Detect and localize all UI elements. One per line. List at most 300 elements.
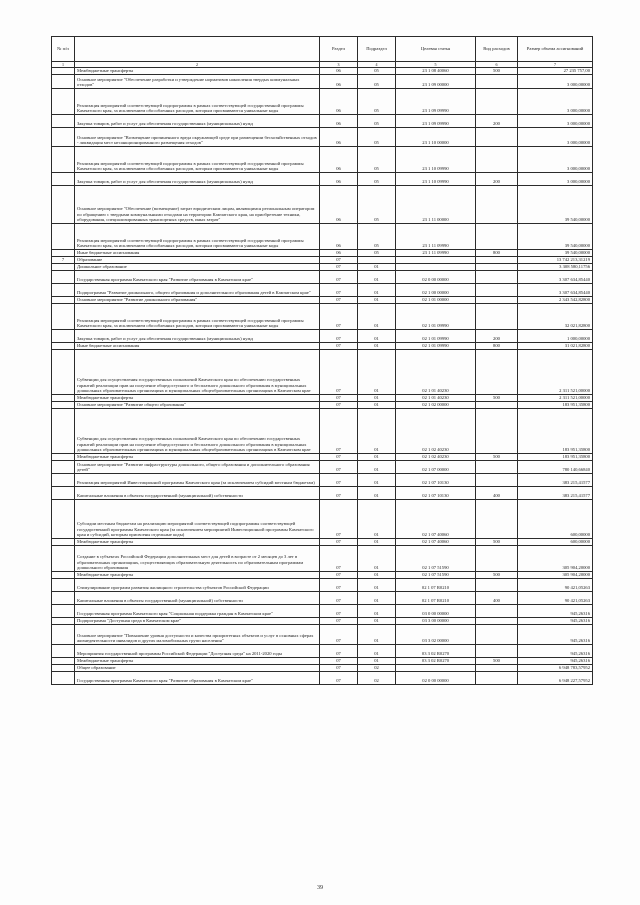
row-number (52, 271, 75, 284)
row-podrazdel: 01 (358, 297, 396, 304)
row-target-article: 03 3 02 R0270 (396, 645, 476, 658)
header-target-article: Целевая статья (396, 37, 476, 62)
row-podrazdel: 01 (358, 284, 396, 297)
row-name: Создание в субъектах Российской Федерации дополнительных мест для детей в возрасте от 2 месяцев до 3 лет в образовательных организациях, осуществляющих образовательную деятельность по образовательным программам дошкольного образования (75, 546, 320, 572)
row-podrazdel: 01 (358, 461, 396, 474)
table-row (52, 402, 593, 409)
row-amount: 600,00000 (518, 539, 593, 546)
row-podrazdel: 01 (358, 572, 396, 579)
row-name: Межбюджетные трансферты (75, 539, 320, 546)
row-target-article: 23 1 11 09990 (396, 250, 476, 257)
row-number (52, 487, 75, 500)
row-name: Основное мероприятие "Развитие дошкольного образования" (75, 297, 320, 304)
row-razdel: 06 (320, 75, 358, 89)
row-name: Государственная программа Камчатского края "Развитие образования в Камчатском крае" (75, 672, 320, 685)
row-razdel: 06 (320, 173, 358, 186)
row-target-article (396, 264, 476, 271)
row-amount: 183 951,35800 (518, 454, 593, 461)
row-name: Субвенции для осуществления государственных полномочий Камчатского края по обеспечению государственных гарантий реализации прав на получение общедоступного и бесплатного дошкольного образования в муниципальных дошкольных образовательных организациях и муниципальных общеобразовательных организациях в Камчатском крае (75, 350, 320, 395)
row-number (52, 546, 75, 572)
row-name: Основное мероприятие "Обеспечение (возмещение) затрат юридическим лицам, являющимся региональным оператором по обращению с твердыми коммунальными отходами на территории Камчатского края, на приобретение техники, оборудования, специализированных транспортных средств, иных затрат" (75, 186, 320, 224)
row-podrazdel: 01 (358, 546, 396, 572)
row-podrazdel: 01 (358, 474, 396, 487)
row-target-article: 02 1 01 00000 (396, 297, 476, 304)
row-expense-type (476, 474, 518, 487)
row-name: Основное мероприятие "Развитие инфраструктуры дошкольного, общего образования и дополнительного образования детей" (75, 461, 320, 474)
table-row (52, 304, 593, 330)
row-podrazdel: 05 (358, 250, 396, 257)
row-amount: 39 540,00000 (518, 186, 593, 224)
row-target-article: 03 3 02 R0270 (396, 658, 476, 665)
row-amount: 31 021,82800 (518, 343, 593, 350)
row-podrazdel: 01 (358, 409, 396, 454)
row-razdel: 07 (320, 672, 358, 685)
row-expense-type (476, 186, 518, 224)
table-header-row (52, 37, 593, 62)
table-row (52, 271, 593, 284)
table-row (52, 257, 593, 264)
table-row (52, 186, 593, 224)
row-razdel: 07 (320, 625, 358, 645)
row-razdel: 07 (320, 402, 358, 409)
table-row (52, 539, 593, 546)
table-row (52, 89, 593, 115)
row-expense-type (476, 500, 518, 539)
row-target-article: 23 1 08 40060 (396, 68, 476, 75)
row-expense-type (476, 605, 518, 618)
row-amount: 3 000,00000 (518, 147, 593, 173)
row-podrazdel: 01 (358, 402, 396, 409)
row-target-article: 23 1 09 00000 (396, 75, 476, 89)
row-podrazdel: 01 (358, 350, 396, 395)
row-razdel: 07 (320, 264, 358, 271)
row-name: Мероприятия государственной программы Российской Федерации "Доступная среда" на 2011-2020 годы (75, 645, 320, 658)
row-expense-type (476, 409, 518, 454)
row-podrazdel: 05 (358, 224, 396, 250)
row-name: Реализация мероприятий соответствующей подпрограммы в рамках соответствующей государственной программы Камчатского края, за исключением обособленных расходов, которым присваиваются уникальные коды (75, 224, 320, 250)
row-expense-type: 500 (476, 395, 518, 402)
table-row (52, 461, 593, 474)
row-name: Подпрограмма "Развитие дошкольного, общего образования и дополнительного образования детей в Камчатском крае" (75, 284, 320, 297)
row-podrazdel: 01 (358, 645, 396, 658)
row-amount: 3 307 634,85440 (518, 271, 593, 284)
row-podrazdel: 01 (358, 605, 396, 618)
table-row (52, 224, 593, 250)
row-razdel: 07 (320, 409, 358, 454)
row-razdel: 07 (320, 579, 358, 592)
row-podrazdel: 01 (358, 539, 396, 546)
row-expense-type: 200 (476, 330, 518, 343)
row-amount: 600,00000 (518, 500, 593, 539)
row-amount: 945,26316 (518, 625, 593, 645)
row-target-article: 02 0 00 00000 (396, 271, 476, 284)
table-row (52, 487, 593, 500)
row-number (52, 500, 75, 539)
row-razdel: 07 (320, 605, 358, 618)
row-podrazdel: 01 (358, 625, 396, 645)
row-number (52, 224, 75, 250)
row-expense-type (476, 645, 518, 658)
row-name: Капитальные вложения в объекты государственной (муниципальной) собственности (75, 487, 320, 500)
row-amount: 183 951,35800 (518, 409, 593, 454)
row-number (52, 297, 75, 304)
row-target-article: 23 1 11 00000 (396, 186, 476, 224)
row-name: Межбюджетные трансферты (75, 454, 320, 461)
row-name: Образование (75, 257, 320, 264)
row-target-article: 23 1 10 09990 (396, 173, 476, 186)
column-number: 6 (476, 62, 518, 68)
row-podrazdel: 01 (358, 395, 396, 402)
row-expense-type: 200 (476, 173, 518, 186)
row-target-article (396, 257, 476, 264)
row-name: Субсидии местным бюджетам на реализацию мероприятий соответствующей подпрограммы соответствующей государственной программы Камчатского края (за исключением мероприятий Инвестиционной программы Камчатского края и субсидий, которым присвоены отдельные коды) (75, 500, 320, 539)
row-name: Основное мероприятие "Возмещение причиненного вреда окружающей среде при размещении бесхозяйственных отходов - ликвидация мест несанкционированного размещения отходов" (75, 128, 320, 147)
row-expense-type (476, 672, 518, 685)
row-name: Закупка товаров, работ и услуг для обеспечения государственных (муниципальных) нужд (75, 330, 320, 343)
row-podrazdel: 01 (358, 271, 396, 284)
row-amount: 3 000,00000 (518, 75, 593, 89)
row-number (52, 625, 75, 645)
row-razdel: 06 (320, 128, 358, 147)
table-row (52, 297, 593, 304)
row-number (52, 592, 75, 605)
row-razdel: 06 (320, 186, 358, 224)
row-razdel: 07 (320, 330, 358, 343)
row-target-article: 02 1 07 10130 (396, 487, 476, 500)
row-number (52, 350, 75, 395)
row-expense-type (476, 579, 518, 592)
row-amount: 3 000,00000 (518, 128, 593, 147)
row-number (52, 89, 75, 115)
row-target-article: 23 1 09 09990 (396, 115, 476, 128)
row-razdel: 07 (320, 658, 358, 665)
row-target-article: 02 1 02 00000 (396, 402, 476, 409)
row-name: Дошкольное образование (75, 264, 320, 271)
table-row (52, 572, 593, 579)
row-target-article: 23 1 10 00000 (396, 128, 476, 147)
row-podrazdel (358, 257, 396, 264)
row-number (52, 395, 75, 402)
row-expense-type (476, 284, 518, 297)
row-name: Межбюджетные трансферты (75, 572, 320, 579)
row-target-article: 02 1 01 09990 (396, 304, 476, 330)
row-razdel: 06 (320, 115, 358, 128)
row-amount: 3 000,00000 (518, 173, 593, 186)
row-expense-type (476, 304, 518, 330)
table-row (52, 625, 593, 645)
row-expense-type: 800 (476, 343, 518, 350)
row-name: Межбюджетные трансферты (75, 658, 320, 665)
row-number (52, 147, 75, 173)
row-razdel: 07 (320, 454, 358, 461)
row-name: Межбюджетные трансферты (75, 68, 320, 75)
row-amount: 945,26316 (518, 645, 593, 658)
column-number: 4 (358, 62, 396, 68)
row-amount: 6 948 227,57952 (518, 672, 593, 685)
row-amount: 945,26316 (518, 618, 593, 625)
row-name: Государственная программа Камчатского края "Развитие образования в Камчатском крае" (75, 271, 320, 284)
row-razdel: 07 (320, 546, 358, 572)
row-podrazdel: 05 (358, 186, 396, 224)
table-row (52, 284, 593, 297)
budget-allocation-table (51, 36, 593, 685)
row-target-article: 02 1 02 40230 (396, 409, 476, 454)
row-target-article: 02 1 01 40230 (396, 395, 476, 402)
row-number (52, 284, 75, 297)
row-amount: 945,26316 (518, 605, 593, 618)
row-target-article: 02 1 07 R0210 (396, 579, 476, 592)
row-target-article: 02 1 01 09990 (396, 343, 476, 350)
row-amount: 3 000,00000 (518, 115, 593, 128)
row-number (52, 115, 75, 128)
row-number: 7 (52, 257, 75, 264)
row-expense-type (476, 224, 518, 250)
table-row (52, 474, 593, 487)
row-name: Реализация мероприятий соответствующей подпрограммы в рамках соответствующей государственной программы Камчатского края, за исключением обособленных расходов, которым присваиваются уникальные коды (75, 147, 320, 173)
row-name: Государственная программа Камчатского края "Социальная поддержка граждан в Камчатском крае" (75, 605, 320, 618)
column-number: 1 (52, 62, 75, 68)
row-razdel: 07 (320, 304, 358, 330)
row-podrazdel: 05 (358, 68, 396, 75)
table-row (52, 500, 593, 539)
row-podrazdel: 05 (358, 147, 396, 173)
table-row (52, 605, 593, 618)
row-expense-type (476, 402, 518, 409)
row-amount: 383 215,41577 (518, 474, 593, 487)
row-target-article: 02 1 01 09990 (396, 330, 476, 343)
row-razdel: 06 (320, 89, 358, 115)
row-target-article: 02 1 02 40230 (396, 454, 476, 461)
row-podrazdel: 01 (358, 264, 396, 271)
row-razdel: 07 (320, 284, 358, 297)
row-target-article: 23 1 11 09990 (396, 224, 476, 250)
column-number: 2 (75, 62, 320, 68)
row-amount: 780 140,66840 (518, 461, 593, 474)
table-row (52, 592, 593, 605)
table-row (52, 75, 593, 89)
row-amount: 2 311 521,00000 (518, 350, 593, 395)
row-expense-type: 500 (476, 572, 518, 579)
table-row (52, 173, 593, 186)
row-expense-type (476, 350, 518, 395)
column-number: 5 (396, 62, 476, 68)
table-row (52, 546, 593, 572)
row-target-article: 23 1 09 09990 (396, 89, 476, 115)
table-row (52, 395, 593, 402)
row-number (52, 672, 75, 685)
row-razdel: 07 (320, 645, 358, 658)
row-number (52, 572, 75, 579)
row-amount: 39 540,00000 (518, 250, 593, 257)
row-expense-type: 200 (476, 115, 518, 128)
table-row (52, 250, 593, 257)
row-amount: 383 215,41577 (518, 487, 593, 500)
row-expense-type (476, 75, 518, 89)
row-amount: 90 421,05263 (518, 592, 593, 605)
row-razdel: 06 (320, 250, 358, 257)
row-target-article: 02 1 07 40060 (396, 539, 476, 546)
row-target-article: 02 1 07 51590 (396, 546, 476, 572)
row-amount: 3 307 634,85440 (518, 284, 593, 297)
row-name: Иные бюджетные ассигнования (75, 250, 320, 257)
row-razdel: 07 (320, 271, 358, 284)
header-number: № п/п (52, 37, 75, 62)
row-target-article: 02 1 01 40230 (396, 350, 476, 395)
row-expense-type: 500 (476, 539, 518, 546)
page-number: 39 (317, 885, 323, 891)
row-amount: 13 742 213,31219 (518, 257, 593, 264)
row-number (52, 605, 75, 618)
row-number (52, 128, 75, 147)
row-podrazdel: 01 (358, 579, 396, 592)
row-number (52, 658, 75, 665)
row-number (52, 173, 75, 186)
row-amount: 39 540,00000 (518, 224, 593, 250)
row-number (52, 474, 75, 487)
row-number (52, 186, 75, 224)
row-expense-type: 500 (476, 658, 518, 665)
row-podrazdel: 01 (358, 304, 396, 330)
row-expense-type (476, 271, 518, 284)
row-expense-type: 500 (476, 454, 518, 461)
table-row (52, 264, 593, 271)
row-razdel: 07 (320, 665, 358, 672)
row-target-article: 02 1 07 R0210 (396, 592, 476, 605)
header-razdel: Раздел (320, 37, 358, 62)
row-podrazdel: 05 (358, 128, 396, 147)
row-amount: 3 308 580,11756 (518, 264, 593, 271)
row-podrazdel: 01 (358, 618, 396, 625)
row-expense-type (476, 264, 518, 271)
row-target-article: 02 1 00 00000 (396, 284, 476, 297)
row-amount: 945,26316 (518, 658, 593, 665)
row-name: Основное мероприятие "Повышение уровня доступности и качества приоритетных объектов и услуг в основных сферах жизнедеятельности инвалидов и других маломобильных групп населения" (75, 625, 320, 645)
row-amount: 6 948 783,57952 (518, 665, 593, 672)
row-expense-type (476, 546, 518, 572)
row-amount: 3 000,00000 (518, 89, 593, 115)
row-target-article: 02 1 07 00000 (396, 461, 476, 474)
table-row (52, 672, 593, 685)
row-podrazdel: 02 (358, 672, 396, 685)
row-razdel: 07 (320, 257, 358, 264)
row-target-article: 03 3 00 00000 (396, 618, 476, 625)
header-podrazdel: Подраздел (358, 37, 396, 62)
header-amount: Размер объема ассигнований (518, 37, 593, 62)
row-number (52, 539, 75, 546)
row-amount: 90 421,05263 (518, 579, 593, 592)
row-podrazdel: 01 (358, 487, 396, 500)
row-expense-type (476, 461, 518, 474)
row-expense-type (476, 618, 518, 625)
row-razdel: 07 (320, 487, 358, 500)
row-podrazdel: 05 (358, 173, 396, 186)
row-target-article: 23 1 10 09990 (396, 147, 476, 173)
row-name: Иные бюджетные ассигнования (75, 343, 320, 350)
row-number (52, 409, 75, 454)
row-razdel: 07 (320, 343, 358, 350)
table-row (52, 330, 593, 343)
row-expense-type: 400 (476, 487, 518, 500)
row-name: Общее образование (75, 665, 320, 672)
row-name: Субвенции для осуществления государственных полномочий Камчатского края по обеспечению государственных гарантий реализации прав на получение общедоступного и бесплатного дошкольного образования в муниципальных дошкольных образовательных организациях и муниципальных общеобразовательных организациях в Камчатском крае (75, 409, 320, 454)
row-razdel: 06 (320, 68, 358, 75)
row-expense-type (476, 665, 518, 672)
row-number (52, 454, 75, 461)
row-razdel: 07 (320, 500, 358, 539)
row-amount: 2 343 542,82800 (518, 297, 593, 304)
table-row (52, 658, 593, 665)
row-expense-type: 400 (476, 592, 518, 605)
row-name: Реализация мероприятий Инвестиционной программы Камчатского края (за исключением субсидий местным бюджетам) (75, 474, 320, 487)
row-number (52, 343, 75, 350)
table-row (52, 343, 593, 350)
row-expense-type (476, 297, 518, 304)
row-expense-type (476, 147, 518, 173)
row-name: Закупка товаров, работ и услуг для обеспечения государственных (муниципальных) нужд (75, 115, 320, 128)
row-name: Стимулирование программ развития жилищного строительства субъектов Российской Федерации (75, 579, 320, 592)
table-row (52, 115, 593, 128)
row-razdel: 07 (320, 572, 358, 579)
row-name: Подпрограмма "Доступная среда в Камчатском крае" (75, 618, 320, 625)
row-target-article: 02 0 00 00000 (396, 672, 476, 685)
row-name: Основное мероприятие "Обеспечение разработки и утверждение нормативов накопления твердых коммунальных отходов" (75, 75, 320, 89)
row-target-article: 03 3 02 00000 (396, 625, 476, 645)
row-podrazdel: 01 (358, 658, 396, 665)
row-number (52, 579, 75, 592)
row-podrazdel: 05 (358, 75, 396, 89)
row-podrazdel: 01 (358, 500, 396, 539)
row-podrazdel: 05 (358, 115, 396, 128)
row-razdel: 06 (320, 147, 358, 173)
table-row (52, 68, 593, 75)
row-razdel: 07 (320, 395, 358, 402)
row-expense-type (476, 625, 518, 645)
row-number (52, 75, 75, 89)
row-name: Закупка товаров, работ и услуг для обеспечения государственных (муниципальных) нужд (75, 173, 320, 186)
table-row (52, 645, 593, 658)
row-podrazdel: 01 (358, 454, 396, 461)
row-target-article: 02 1 07 40060 (396, 500, 476, 539)
table-body (52, 68, 593, 685)
row-expense-type: 500 (476, 68, 518, 75)
row-number (52, 461, 75, 474)
row-number (52, 304, 75, 330)
row-razdel: 07 (320, 350, 358, 395)
table-row (52, 454, 593, 461)
row-podrazdel: 01 (358, 330, 396, 343)
column-number: 3 (320, 62, 358, 68)
row-expense-type (476, 128, 518, 147)
row-amount: 305 904,20000 (518, 572, 593, 579)
row-razdel: 07 (320, 461, 358, 474)
row-name: Реализация мероприятий соответствующей подпрограммы в рамках соответствующей государственной программы Камчатского края, за исключением обособленных расходов, которым присваиваются уникальные коды (75, 89, 320, 115)
row-amount: 27 235 757,00 (518, 68, 593, 75)
table-row (52, 128, 593, 147)
row-podrazdel: 05 (358, 89, 396, 115)
row-target-article: 02 1 07 51590 (396, 572, 476, 579)
row-number (52, 330, 75, 343)
row-amount: 305 904,20000 (518, 546, 593, 572)
row-number (52, 264, 75, 271)
row-amount: 32 021,82800 (518, 304, 593, 330)
row-name: Капитальные вложения в объекты государственной (муниципальной) собственности (75, 592, 320, 605)
row-expense-type: 800 (476, 250, 518, 257)
table-row (52, 409, 593, 454)
row-target-article: 03 0 00 00000 (396, 605, 476, 618)
row-amount: 2 311 521,00000 (518, 395, 593, 402)
row-razdel: 07 (320, 539, 358, 546)
table-row (52, 665, 593, 672)
